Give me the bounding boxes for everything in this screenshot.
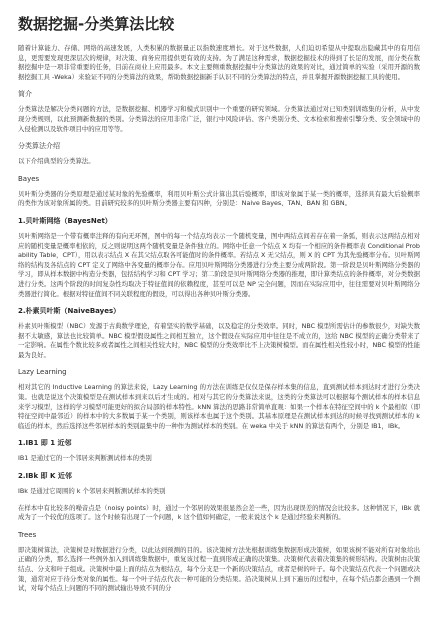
article-body [18,44,420,594]
subsection-heading: 1.IB1 即 1 近邻 [18,439,72,448]
paragraph: 以下介绍典型的分类算法。 [18,157,95,166]
section-heading: Trees [18,530,37,539]
paragraph: IB1 是通过它的一个邻居来判断测试样本的类别 [18,454,152,463]
section-heading: Bayes [18,174,40,183]
section-heading: 简介 [18,90,32,99]
section-heading: Lazy Learning [18,368,67,377]
page-title: 数据挖掘-分类算法比较 [18,15,175,33]
subsection-heading: 2.IBk 即 K 近邻 [18,472,72,481]
paragraph: 朴素贝叶斯模型（NBC）发源于古典数学理论，有着坚实的数学基础，以及稳定的分类效率。同时，NBC 模型所需估计的参数很少，对缺失数据不太敏感，算法也比较简单。NBC 模型假设属性之间相互独立，这个假设在实际应用中往往是不成立的，这给 NBC 模型的正确分类带来了一定影响。在属性个数比较多或者属性之间相关性较大时，NBC 模型的分类效率比不上决策树模型。而在属性相关性较小时，NBC 模型的性能最为良好。 [18,322,420,359]
paragraph: 相对其它的 Inductive Learning 的算法来说，Lazy Learning 的方法在训练是仅仅是保存样本集的信息，直到测试样本到达时才进行分类决策。也就是说这个决策模型是在测试样本到来以后才生成的。相对与其它的分类算法来说，这类的分类算法可以根据每个测试样本的样本信息来学习模型，这样的学习模型可能更好的拟合局部的样本特性。kNN 算法的思路非常简单直观：如果一个样本在特征空间中的 k 个最相似（即特征空间中最邻近）的样本中的大多数属于某一个类别，则该样本也属于这个类别。其基本原理是在测试样本到达的时候寻找到测试样本的 k 临近的样本，然后选择这些邻居样本的类别最集中的一种作为测试样本的类别。在 weka 中关于 kNN 的算法有两个，分别是 IB1，IBk。 [18,383,420,430]
paragraph: 贝叶斯分类器的分类原理是通过某对象的先验概率，利用贝叶斯公式计算出其后验概率，即该对象属于某一类的概率，选择具有最大后验概率的类作为该对象所属的类。目前研究较多的贝叶斯分类器主要有四种，分别是：Naive Bayes、TAN、BAN 和 GBN。 [18,189,420,208]
paragraph: 分类算法是解决分类问题的方法，是数据挖掘、机器学习和模式识别中一个重要的研究领域。分类算法通过对已知类别训练集的分析，从中发现分类规则，以此预测新数据的类别。分类算法的应用非常广泛，银行中风险评估、客户类别分类、文本检索和搜索引擎分类、安全领域中的入侵检测以及软件项目中的应用等等。 [18,105,420,133]
paragraph: 在样本中有比较多的噪音点是（noisy points）时，通过一个邻居的效果很显然会差一些，因为出现误差的情况会比较多。这种情况下，IBk 就成为了一个较优的选项了。这个时候有出现了一个问题，k 这个值如何确定，一般来说这个 k 是通过经验来判断的。 [18,503,420,522]
paragraph: 即决策树算法，决策树是对数据进行分类，以此达到预测的目的。该决策树方法先根据训练集数据形成决策树，如果该树不能对所有对象给出正确的分类，那么选择一些例外加入到训练集数据中，重复该过程一直到形成正确的决策集。决策树代表着决策集的树形结构。决策树由决策结点、分支和叶子组成。决策树中最上面的结点为根结点，每个分支是一个新的决策结点，或者是树的叶子。每个决策结点代表一个问题或决策，通常对应于待分类对象的属性。每一个叶子结点代表一种可能的分类结果。沿决策树从上到下遍历的过程中，在每个结点都会遇到一个测试，对每个结点上问题的不同的测试输出导致不同的分 [18,545,420,593]
paragraph: 随着计算能力、存储、网络的高速发展，人类积累的数据量正以指数速度增长。对于这些数据，人们迫切希望从中提取出隐藏其中的有用信息，更需要发现更深层次的规律，对决策、商务应用提供更有效的支持。为了满足这种需求，数据挖掘技术的得到了长足的发展，而分类在数据挖掘中是一项非常重要的任务，目前在商业上应用最多。本文主要侧重数据挖掘中分类算法的效果的对比，通过简单的实验（采用开源的数据挖掘工具 -Weka）来验证不同的分类算法的效果，帮助数据挖掘新手认识不同的分类算法的特点，并且掌握开源数据挖掘工具的使用。 [18,44,420,81]
paragraph: IBk 是通过它周围的 k 个邻居来判断测试样本的类别 [18,487,166,496]
subsection-heading: 2.朴素贝叶斯（NaiveBayes） [18,307,121,316]
section-heading: 分类算法介绍 [18,142,60,151]
paragraph: 贝叶斯网络是一个带有概率注释的有向无环图，图中的每一个结点均表示一个随机变量，图中两结点间若存在着一条弧，则表示这两结点相对应的随机变量是概率相依的，反之则说明这两个随机变量是条件独立的。网络中任意一个结点 X 均有一个相应的条件概率表 Conditional Probability Table，CPT），用以表示结点 X 在其父结点取各可能值时的条件概率。若结点 X 无父结点，则 X 的 CPT 为其先验概率分布。贝叶斯网络的结构及各结点的 CPT 定义了网络中各变量的概率分布。应用贝叶斯网络分类器进行分类主要分成两阶段。第一阶段是贝叶斯网络分类器的学习，即从样本数据中构造分类器，包括结构学习和 CPT 学习；第二阶段是贝叶斯网络分类器的推理，即计算类结点的条件概率，对分类数据进行分类。这两个阶段的时间复杂性均取决于特征值间的依赖程度，甚至可以是 NP 完全问题，因而在实际应用中，往往需要对贝叶斯网络分类器进行简化。根据对特征值间不同关联程度的假设，可以得出各种贝叶斯分类器。 [18,231,420,298]
subsection-heading: 1.贝叶斯网络（BayesNet） [18,216,112,225]
